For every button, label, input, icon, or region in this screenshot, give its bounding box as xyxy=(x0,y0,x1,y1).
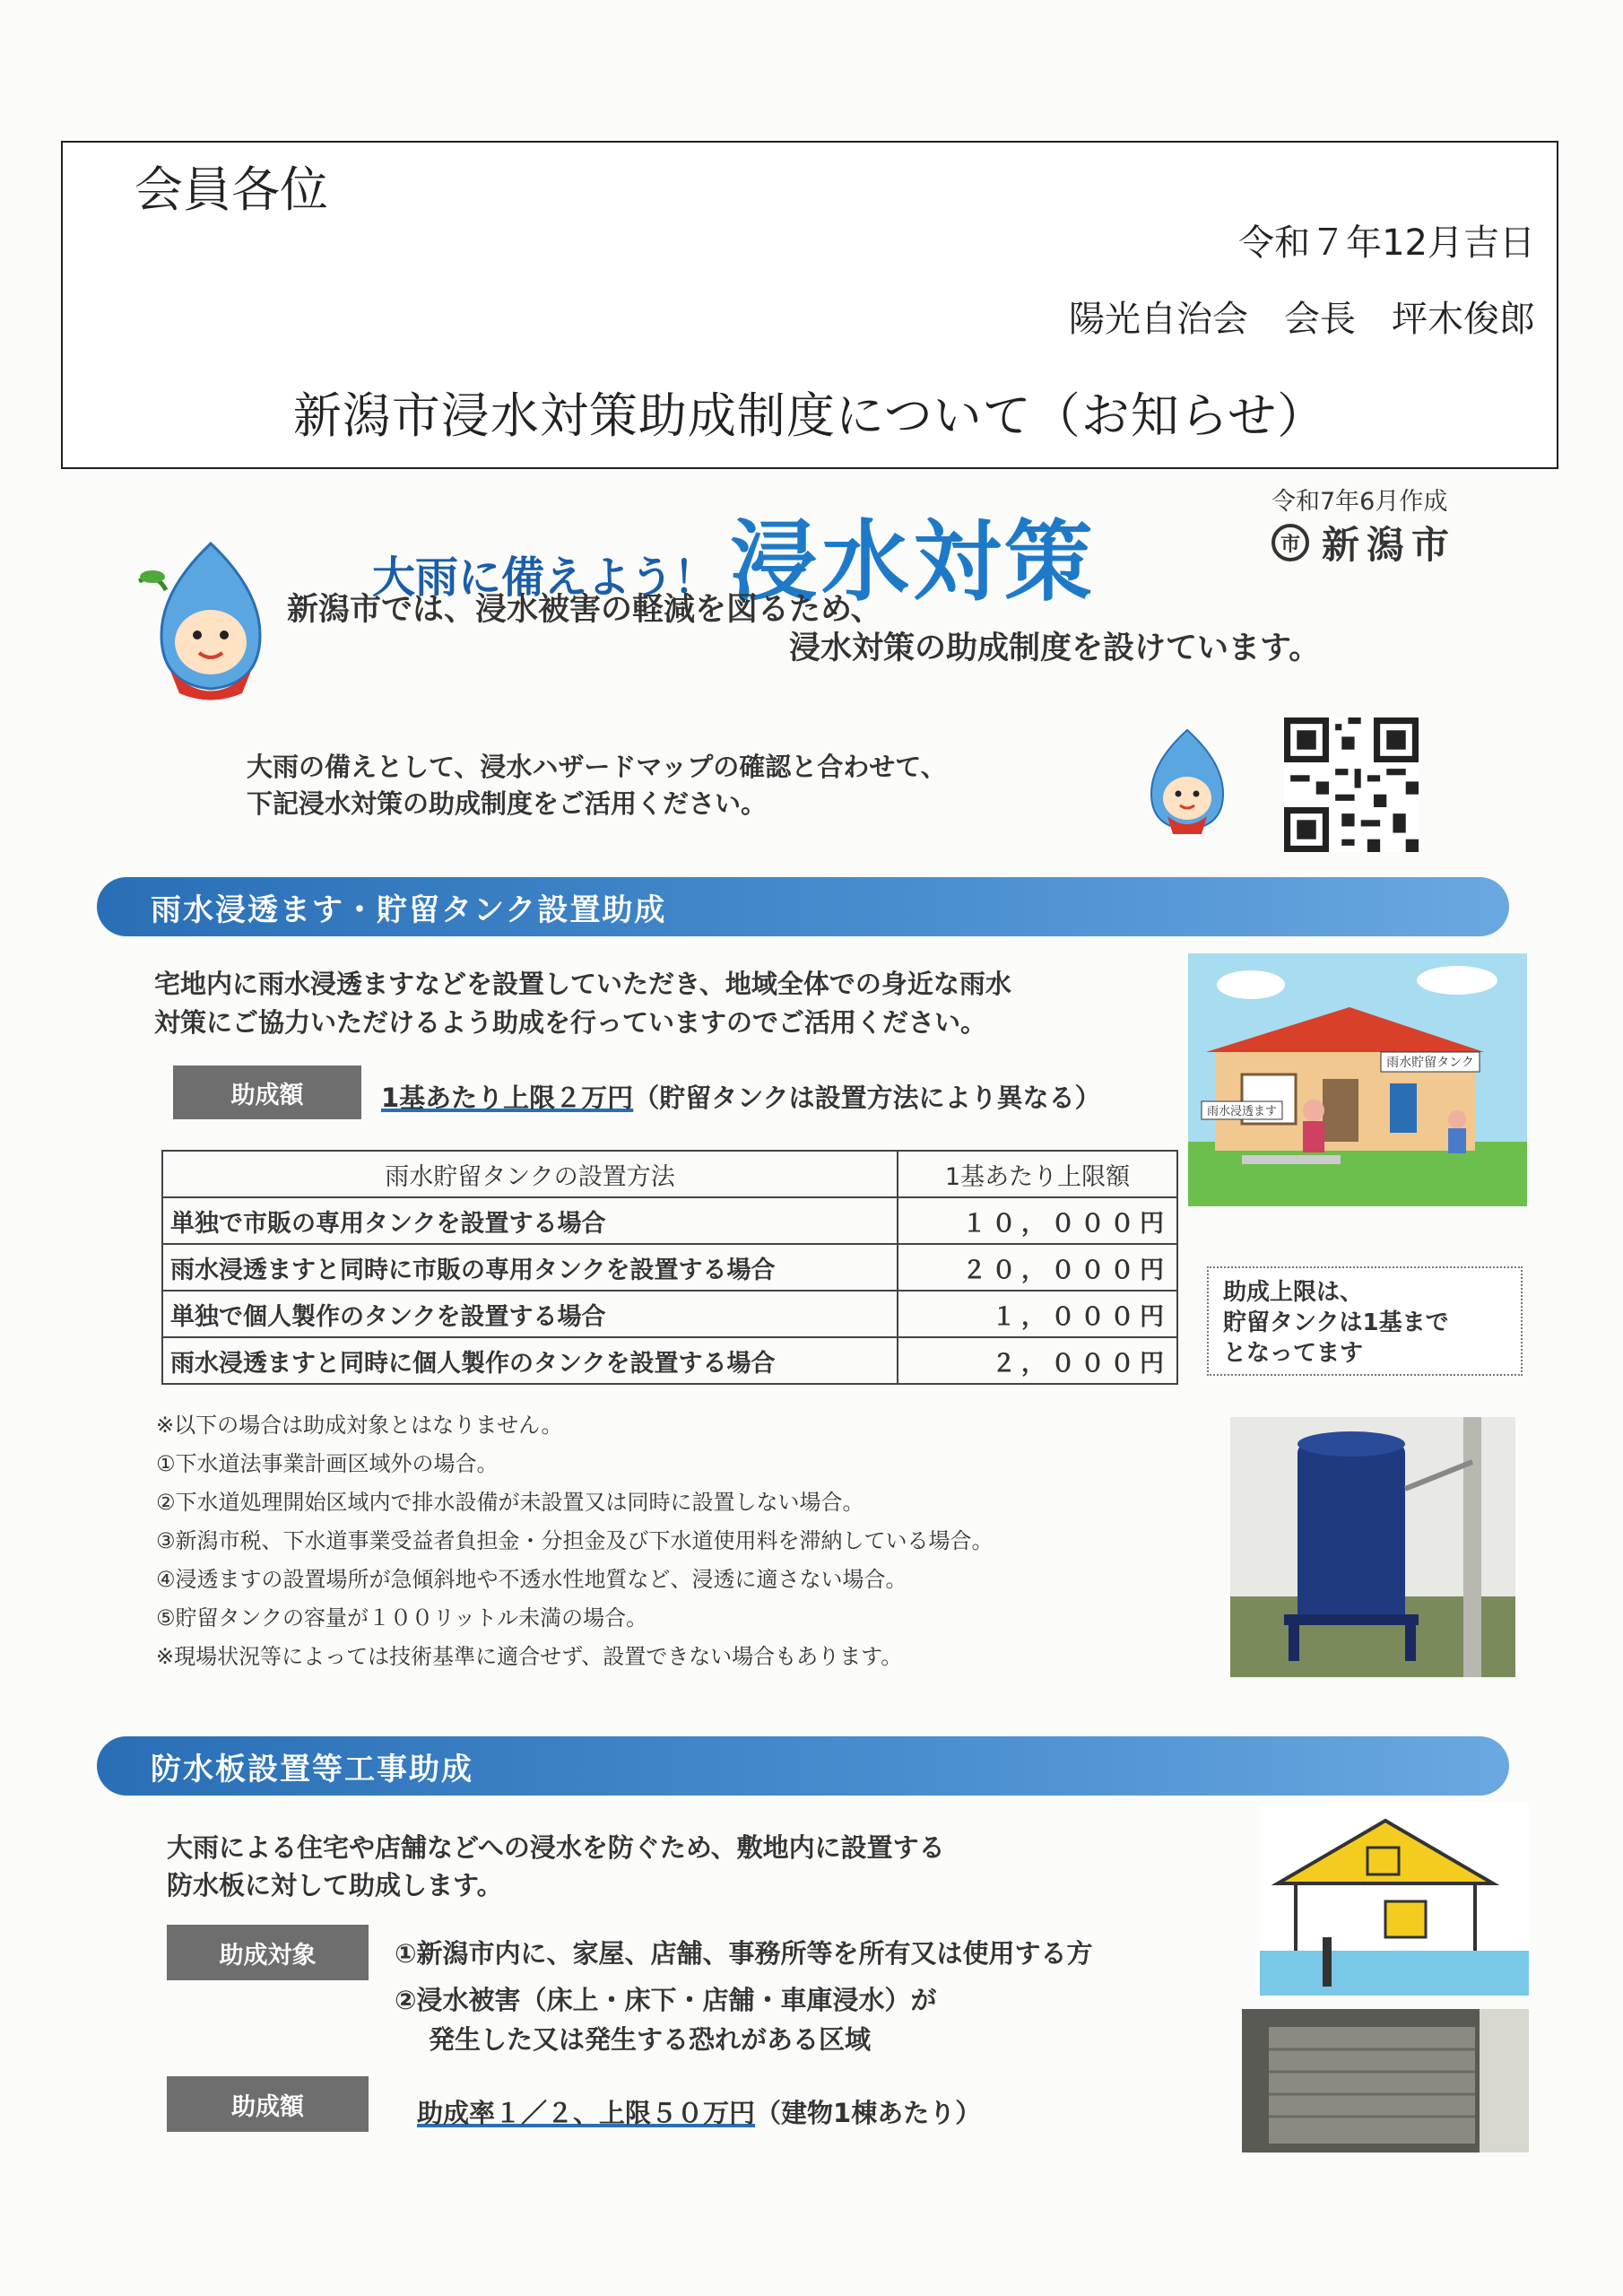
exclusion-item: ③新潟市税、下水道事業受益者負担金・分担金及び下水道使用料を滞納している場合。 xyxy=(156,1528,994,1553)
exclusion-item: ④浸透ますの設置場所が急傾斜地や不透水性地質など、浸透に適さない場合。 xyxy=(156,1567,907,1592)
city-logo xyxy=(1271,516,1456,570)
table-cell-method: 雨水浸透ますと同時に個人製作のタンクを設置する場合 xyxy=(162,1337,898,1384)
notice-title: 新潟市浸水対策助成制度について（お知らせ） xyxy=(292,387,1327,444)
table-header-limit: 1基あたり上限額 xyxy=(898,1151,1177,1197)
notice-box xyxy=(61,141,1558,469)
qr-code-icon[interactable] xyxy=(1277,718,1426,852)
usage-line-2: 下記浸水対策の助成制度をご活用ください。 xyxy=(247,788,768,819)
section2-desc-line-2: 防水板に対して助成します。 xyxy=(167,1870,503,1900)
note-line: 助成上限は、 xyxy=(1223,1279,1364,1306)
table-cell-amount: ２０，０００円 xyxy=(898,1244,1177,1291)
addressee: 会員各位 xyxy=(135,161,328,218)
exclusion-item: ⑤貯留タンクの容量が１００リットル未満の場合。 xyxy=(156,1605,648,1631)
flood-barrier-illustration xyxy=(1260,1803,1529,1996)
usage-line-1: 大雨の備えとして、浸水ハザードマップの確認と合わせて、 xyxy=(247,752,947,782)
section2-target-label: 助成対象 xyxy=(167,1925,369,1980)
note-line: となってます xyxy=(1223,1340,1364,1367)
table-row xyxy=(162,1244,1177,1291)
section1-amount-label: 助成額 xyxy=(173,1065,361,1119)
section2-target-2-cont: 発生した又は発生する恐れがある区域 xyxy=(429,2024,872,2055)
section1-amount-main: 1基あたり上限２万円 xyxy=(381,1083,634,1113)
tank-limit-note xyxy=(1207,1266,1523,1376)
heading-main: 浸水対策 xyxy=(730,511,1097,613)
table-cell-amount: １，０００円 xyxy=(898,1291,1177,1337)
table-cell-amount: １０，０００円 xyxy=(898,1197,1177,1244)
section2-amount xyxy=(417,2093,981,2130)
subsidy-table xyxy=(161,1150,1178,1385)
table-row xyxy=(162,1291,1177,1337)
exclusion-item: ※現場状況等によっては技術基準に適合せず、設置できない場合もあります。 xyxy=(156,1644,903,1669)
section2-target-2: ②浸水被害（床上・床下・店舗・車庫浸水）が xyxy=(395,1985,937,2015)
note-line: 貯留タンクは1基まで xyxy=(1223,1309,1449,1336)
section2-amount-note: （建物1棟あたり） xyxy=(755,2098,982,2128)
rain-tank-photo xyxy=(1230,1417,1515,1677)
intro-line-1: 新潟市では、浸水被害の軽減を図るため、 xyxy=(287,592,882,628)
section1-title: 雨水浸透ます・貯留タンク設置助成 xyxy=(97,877,1509,936)
section2-amount-main: 助成率１／２、上限５０万円 xyxy=(417,2098,756,2128)
section1-desc-line-1: 宅地内に雨水浸透ますなどを設置していただき、地域全体での身近な雨水 xyxy=(154,969,1011,999)
table-header-method: 雨水貯留タンクの設置方法 xyxy=(162,1151,898,1197)
house-rain-tank-illustration xyxy=(1188,953,1527,1206)
exclusion-item: ②下水道処理開始区域内で排水設備が未設置又は同時に設置しない場合。 xyxy=(156,1490,864,1515)
exclusion-item: ①下水道法事業計画区域外の場合。 xyxy=(156,1451,499,1476)
section2-amount-label: 助成額 xyxy=(167,2076,369,2132)
section2-target-1: ①新潟市内に、家屋、店舗、事務所等を所有又は使用する方 xyxy=(395,1938,1093,1969)
table-header-row xyxy=(162,1151,1177,1197)
tank-label: 雨水貯留タンク xyxy=(1386,1056,1474,1070)
flood-barrier-photo xyxy=(1242,2009,1529,2152)
table-cell-method: 単独で市販の専用タンクを設置する場合 xyxy=(162,1197,898,1244)
basin-label: 雨水浸透ます xyxy=(1206,1105,1278,1118)
heading-lead: 大雨に備えよう！ xyxy=(372,552,717,603)
section1-amount xyxy=(381,1078,1101,1115)
notice-sender: 陽光自治会 会長 坪木俊郎 xyxy=(1069,299,1535,340)
mascot-illustration xyxy=(135,536,287,707)
created-date: 令和7年6月作成 xyxy=(1271,488,1448,516)
section2-title: 防水板設置等工事助成 xyxy=(97,1736,1509,1796)
intro-line-2: 浸水対策の助成制度を設けています。 xyxy=(789,631,1321,666)
section2-desc-line-1: 大雨による住宅や店舗などへの浸水を防ぐため、敷地内に設置する xyxy=(167,1832,945,1863)
exclusions-list xyxy=(156,1406,994,1676)
exclusion-item: ※以下の場合は助成対象とはなりません。 xyxy=(156,1413,563,1438)
table-row xyxy=(162,1337,1177,1384)
table-cell-method: 単独で個人製作のタンクを設置する場合 xyxy=(162,1291,898,1337)
table-cell-method: 雨水浸透ますと同時に市販の専用タンクを設置する場合 xyxy=(162,1244,898,1291)
section1-amount-note: （貯留タンクは設置方法により異なる） xyxy=(633,1083,1101,1113)
small-mascot-illustration xyxy=(1141,726,1235,843)
table-cell-amount: ２，０００円 xyxy=(898,1337,1177,1384)
city-name: 新潟市 xyxy=(1322,523,1457,567)
notice-date: 令和７年12月吉日 xyxy=(1238,222,1535,264)
table-row xyxy=(162,1197,1177,1244)
city-emblem-icon: 市 xyxy=(1271,524,1309,561)
section1-desc-line-2: 対策にご協力いただけるよう助成を行っていますのでご活用ください。 xyxy=(154,1007,987,1038)
